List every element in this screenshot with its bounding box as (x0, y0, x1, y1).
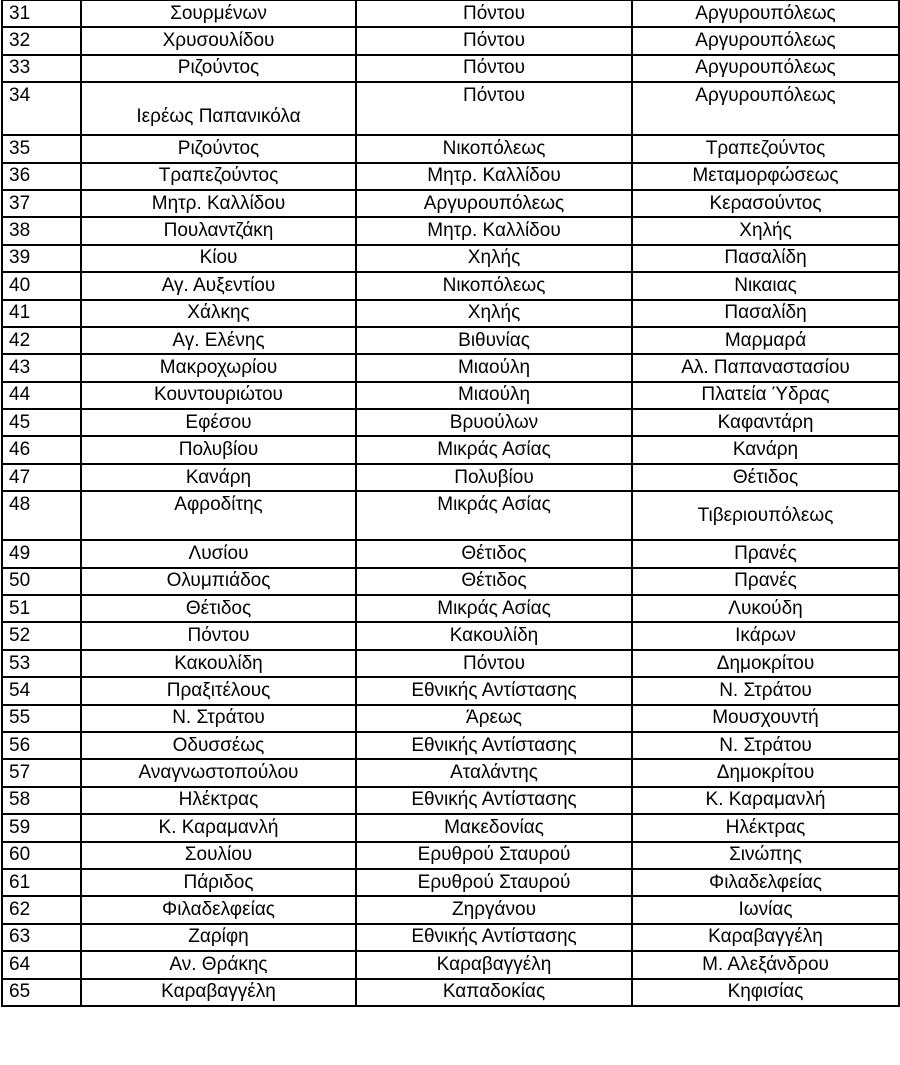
table-row (2, 245, 899, 272)
from-street-cell: Νικοπόλεως (356, 135, 632, 162)
to-street-cell: Σινώπης (632, 842, 899, 869)
from-street-cell: Εθνικής Αντίστασης (356, 732, 632, 759)
row-number-cell: 37 (2, 190, 81, 217)
street-cell: Πάριδος (81, 869, 356, 896)
row-number-cell: 59 (2, 814, 81, 841)
row-number-cell: 61 (2, 869, 81, 896)
table-row (2, 272, 899, 299)
row-number-cell: 58 (2, 787, 81, 814)
row-number-cell: 31 (2, 0, 81, 27)
row-number-cell: 45 (2, 409, 81, 436)
to-street-cell: Ν. Στράτου (632, 677, 899, 704)
from-street-cell: Πόντου (356, 0, 632, 27)
street-cell: Πουλαντζάκη (81, 217, 356, 244)
to-street-cell: Μουσχουντή (632, 705, 899, 732)
from-street-cell: Πόντου (356, 650, 632, 677)
row-number-cell: 41 (2, 300, 81, 327)
to-street-cell: Δημοκρίτου (632, 650, 899, 677)
row-number-cell: 57 (2, 759, 81, 786)
to-street-cell: Αργυρουπόλεως (632, 27, 899, 54)
from-street-cell: Μικράς Ασίας (356, 436, 632, 463)
table-row (2, 82, 899, 135)
table-row (2, 354, 899, 381)
row-number-cell: 48 (2, 491, 81, 540)
row-number-cell: 54 (2, 677, 81, 704)
to-street-cell: Λυκούδη (632, 595, 899, 622)
table-row (2, 217, 899, 244)
street-cell: Καραβαγγέλη (81, 979, 356, 1006)
street-cell: Μητρ. Καλλίδου (81, 190, 356, 217)
from-street-cell: Πόντου (356, 27, 632, 54)
table-row (2, 190, 899, 217)
row-number-cell: 62 (2, 896, 81, 923)
table-row (2, 759, 899, 786)
street-cell: Σουρμένων (81, 0, 356, 27)
table-row (2, 27, 899, 54)
to-street-cell: Καφαντάρη (632, 409, 899, 436)
row-number-cell: 43 (2, 354, 81, 381)
street-cell: Εφέσου (81, 409, 356, 436)
street-cell: Κ. Καραμανλή (81, 814, 356, 841)
to-street-cell: Ηλέκτρας (632, 814, 899, 841)
street-cell: Φιλαδελφείας (81, 896, 356, 923)
street-cell: Ιερέως Παπανικόλα (81, 82, 356, 135)
table-row (2, 55, 899, 82)
to-street-cell: Φιλαδελφείας (632, 869, 899, 896)
table-row (2, 732, 899, 759)
street-cell: Κανάρη (81, 464, 356, 491)
row-number-cell: 60 (2, 842, 81, 869)
row-number-cell: 42 (2, 327, 81, 354)
street-cell: Τραπεζούντος (81, 163, 356, 190)
street-cell: Θέτιδος (81, 595, 356, 622)
street-cell: Αγ. Αυξεντίου (81, 272, 356, 299)
from-street-cell: Κακουλίδη (356, 622, 632, 649)
table-row (2, 540, 899, 567)
from-street-cell: Πολυβίου (356, 464, 632, 491)
street-cell: Κακουλίδη (81, 650, 356, 677)
street-cell: Ζαρίφη (81, 924, 356, 951)
street-cell: Σουλίου (81, 842, 356, 869)
from-street-cell: Εθνικής Αντίστασης (356, 677, 632, 704)
row-number-cell: 52 (2, 622, 81, 649)
streets-table-body (2, 0, 899, 1006)
to-street-cell: Αργυρουπόλεως (632, 55, 899, 82)
from-street-cell: Μητρ. Καλλίδου (356, 163, 632, 190)
to-street-cell: Κηφισίας (632, 979, 899, 1006)
to-street-cell: Δημοκρίτου (632, 759, 899, 786)
to-street-cell: Μ. Αλεξάνδρου (632, 951, 899, 978)
street-cell: Ριζούντος (81, 135, 356, 162)
from-street-cell: Ερυθρού Σταυρού (356, 842, 632, 869)
row-number-cell: 47 (2, 464, 81, 491)
from-street-cell: Νικοπόλεως (356, 272, 632, 299)
row-number-cell: 56 (2, 732, 81, 759)
street-cell: Λυσίου (81, 540, 356, 567)
table-row (2, 382, 899, 409)
street-cell: Αναγνωστοπούλου (81, 759, 356, 786)
to-street-cell: Πρανές (632, 540, 899, 567)
street-cell: Ριζούντος (81, 55, 356, 82)
from-street-cell: Μικράς Ασίας (356, 595, 632, 622)
table-row (2, 409, 899, 436)
from-street-cell: Βιθυνίας (356, 327, 632, 354)
to-street-cell: Χηλής (632, 217, 899, 244)
to-street-cell: Κερασούντος (632, 190, 899, 217)
to-street-cell: Τιβεριουπόλεως (632, 491, 899, 540)
to-street-cell: Αλ. Παπαναστασίου (632, 354, 899, 381)
table-row (2, 163, 899, 190)
row-number-cell: 40 (2, 272, 81, 299)
from-street-cell: Πόντου (356, 82, 632, 135)
table-row (2, 595, 899, 622)
to-street-cell: Ιωνίας (632, 896, 899, 923)
from-street-cell: Αταλάντης (356, 759, 632, 786)
from-street-cell: Μακεδονίας (356, 814, 632, 841)
table-row (2, 677, 899, 704)
from-street-cell: Μιαούλη (356, 382, 632, 409)
table-row (2, 135, 899, 162)
to-street-cell: Τραπεζούντος (632, 135, 899, 162)
to-street-cell: Ν. Στράτου (632, 732, 899, 759)
to-street-cell: Κανάρη (632, 436, 899, 463)
streets-table (1, 0, 900, 1007)
table-row (2, 464, 899, 491)
street-cell: Κίου (81, 245, 356, 272)
to-street-cell: Πασαλίδη (632, 300, 899, 327)
to-street-cell: Θέτιδος (632, 464, 899, 491)
from-street-cell: Εθνικής Αντίστασης (356, 924, 632, 951)
row-number-cell: 32 (2, 27, 81, 54)
row-number-cell: 64 (2, 951, 81, 978)
to-street-cell: Μαρμαρά (632, 327, 899, 354)
row-number-cell: 65 (2, 979, 81, 1006)
to-street-cell: Μεταμορφώσεως (632, 163, 899, 190)
table-row (2, 814, 899, 841)
table-row (2, 0, 899, 27)
street-cell: Αφροδίτης (81, 491, 356, 540)
to-street-cell: Ικάρων (632, 622, 899, 649)
street-cell: Οδυσσέως (81, 732, 356, 759)
table-row (2, 951, 899, 978)
row-number-cell: 39 (2, 245, 81, 272)
row-number-cell: 51 (2, 595, 81, 622)
from-street-cell: Αργυρουπόλεως (356, 190, 632, 217)
from-street-cell: Χηλής (356, 245, 632, 272)
street-cell: Ηλέκτρας (81, 787, 356, 814)
table-row (2, 787, 899, 814)
from-street-cell: Μιαούλη (356, 354, 632, 381)
row-number-cell: 55 (2, 705, 81, 732)
to-street-cell: Κ. Καραμανλή (632, 787, 899, 814)
row-number-cell: 36 (2, 163, 81, 190)
street-cell: Χάλκης (81, 300, 356, 327)
street-cell: Πραξιτέλους (81, 677, 356, 704)
row-number-cell: 46 (2, 436, 81, 463)
from-street-cell: Βρυούλων (356, 409, 632, 436)
to-street-cell: Πρανές (632, 568, 899, 595)
from-street-cell: Καπαδοκίας (356, 979, 632, 1006)
from-street-cell: Μητρ. Καλλίδου (356, 217, 632, 244)
table-row (2, 842, 899, 869)
row-number-cell: 34 (2, 82, 81, 135)
street-cell: Πόντου (81, 622, 356, 649)
table-row (2, 896, 899, 923)
table-row (2, 924, 899, 951)
to-street-cell: Καραβαγγέλη (632, 924, 899, 951)
table-row (2, 622, 899, 649)
table-row (2, 568, 899, 595)
street-cell: Κουντουριώτου (81, 382, 356, 409)
street-cell: Μακροχωρίου (81, 354, 356, 381)
from-street-cell: Μικράς Ασίας (356, 491, 632, 540)
row-number-cell: 50 (2, 568, 81, 595)
to-street-cell: Πασαλίδη (632, 245, 899, 272)
street-cell: Χρυσουλίδου (81, 27, 356, 54)
row-number-cell: 44 (2, 382, 81, 409)
from-street-cell: Ζηργάνου (356, 896, 632, 923)
table-row (2, 979, 899, 1006)
table-row (2, 327, 899, 354)
table-row (2, 436, 899, 463)
table-row (2, 300, 899, 327)
from-street-cell: Χηλής (356, 300, 632, 327)
to-street-cell: Πλατεία Ύδρας (632, 382, 899, 409)
to-street-cell: Νικαιας (632, 272, 899, 299)
to-street-cell: Αργυρουπόλεως (632, 82, 899, 135)
from-street-cell: Καραβαγγέλη (356, 951, 632, 978)
row-number-cell: 33 (2, 55, 81, 82)
street-cell: Πολυβίου (81, 436, 356, 463)
from-street-cell: Πόντου (356, 55, 632, 82)
row-number-cell: 35 (2, 135, 81, 162)
from-street-cell: Ερυθρού Σταυρού (356, 869, 632, 896)
table-row (2, 869, 899, 896)
from-street-cell: Εθνικής Αντίστασης (356, 787, 632, 814)
to-street-cell: Αργυρουπόλεως (632, 0, 899, 27)
table-row (2, 491, 899, 540)
from-street-cell: Θέτιδος (356, 568, 632, 595)
from-street-cell: Άρεως (356, 705, 632, 732)
row-number-cell: 38 (2, 217, 81, 244)
from-street-cell: Θέτιδος (356, 540, 632, 567)
street-cell: Ν. Στράτου (81, 705, 356, 732)
street-cell: Ολυμπιάδος (81, 568, 356, 595)
row-number-cell: 49 (2, 540, 81, 567)
row-number-cell: 63 (2, 924, 81, 951)
street-cell: Αγ. Ελένης (81, 327, 356, 354)
row-number-cell: 53 (2, 650, 81, 677)
street-cell: Αν. Θράκης (81, 951, 356, 978)
table-row (2, 650, 899, 677)
table-row (2, 705, 899, 732)
